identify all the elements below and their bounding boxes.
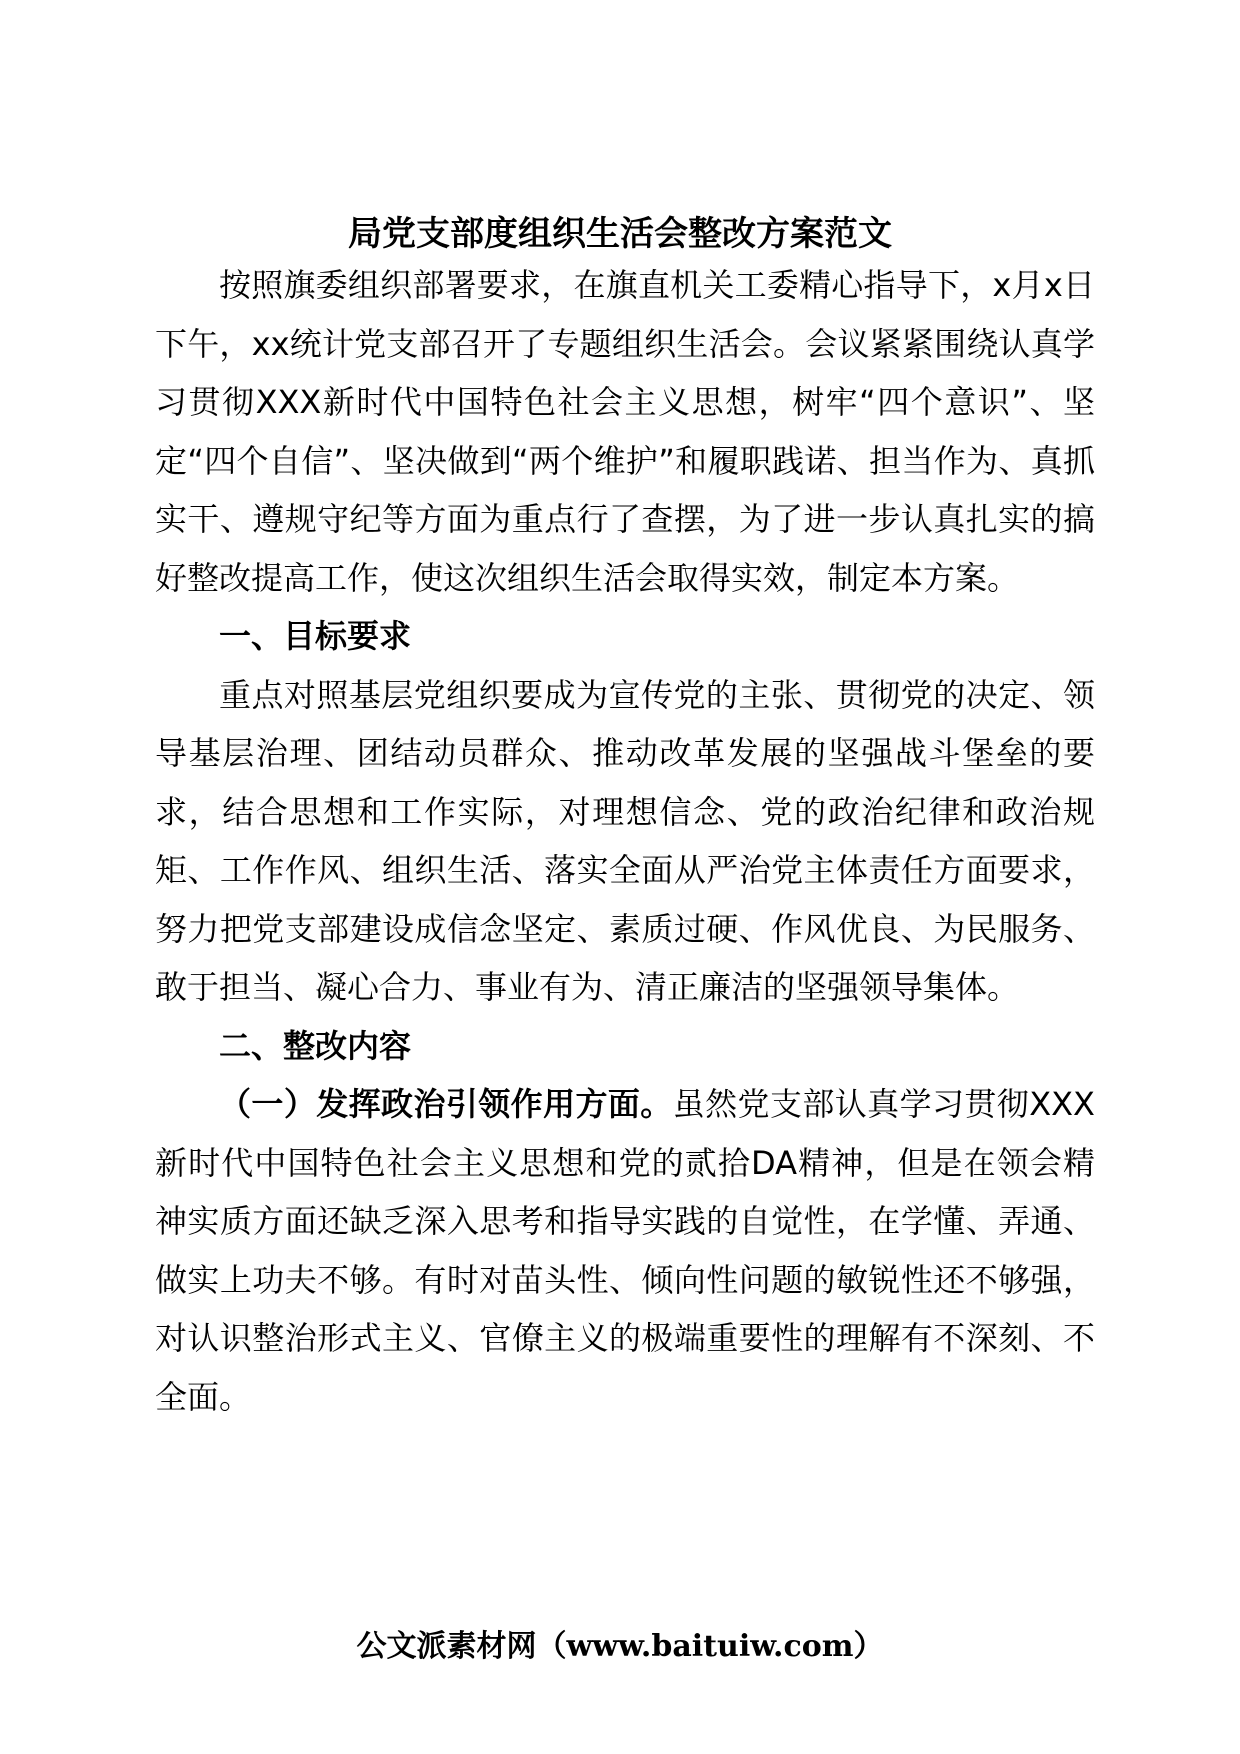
item-1-text: 虽然党支部认真学习贯彻XXX新时代中国特色社会主义思想和党的贰拾DA精神，但是在领会精神实质方面还缺乏深入思考和指导实践的自觉性，在学懂、弄通、做实上功夫不够。有时对苗头性、倾向性问题的敏锐性还不够强，对认识整治形式主义、官僚主义的极端重要性的理解有不深刻、不全面。 (155, 1085, 1095, 1416)
section-heading-goals: 一、目标要求 (219, 617, 412, 655)
footer-watermark: 公文派素材网（www.baituiw.com） (356, 1629, 884, 1664)
goals-paragraph: 重点对照基层党组织要成为宣传党的主张、贯彻党的决定、领导基层治理、团结动员群众、推动改革发展的坚强战斗堡垒的要求，结合思想和工作实际，对理想信念、党的政治纪律和政治规矩、工作作风、组织生活、落实全面从严治党主体责任方面要求，努力把党支部建设成信念坚定、素质过硬、作风优良、为民服务、敢于担当、凝心合力、事业有为、清正廉洁的坚强领导集体。 (155, 675, 1095, 1006)
section-heading-rectification: 二、整改内容 (219, 1026, 412, 1065)
document-title: 局党支部度组织生活会整改方案范文 (348, 214, 892, 254)
item-1-lead: （一）发挥政治引领作用方面。 (219, 1085, 673, 1123)
document-body (155, 256, 1095, 1426)
rectification-item-1 (155, 1075, 1095, 1426)
intro-paragraph: 按照旗委组织部署要求，在旗直机关工委精心指导下，x月x日下午，xx统计党支部召开了专题组织生活会。会议紧紧围绕认真学习贯彻XXX新时代中国特色社会主义思想，树牢“四个意识”、坚定“四个自信”、坚决做到“两个维护”和履职践诺、担当作为、真抓实干、遵规守纪等方面为重点行了查摆，为了进一步认真扎实的搞好整改提高工作，使这次组织生活会取得实效，制定本方案。 (155, 266, 1095, 597)
